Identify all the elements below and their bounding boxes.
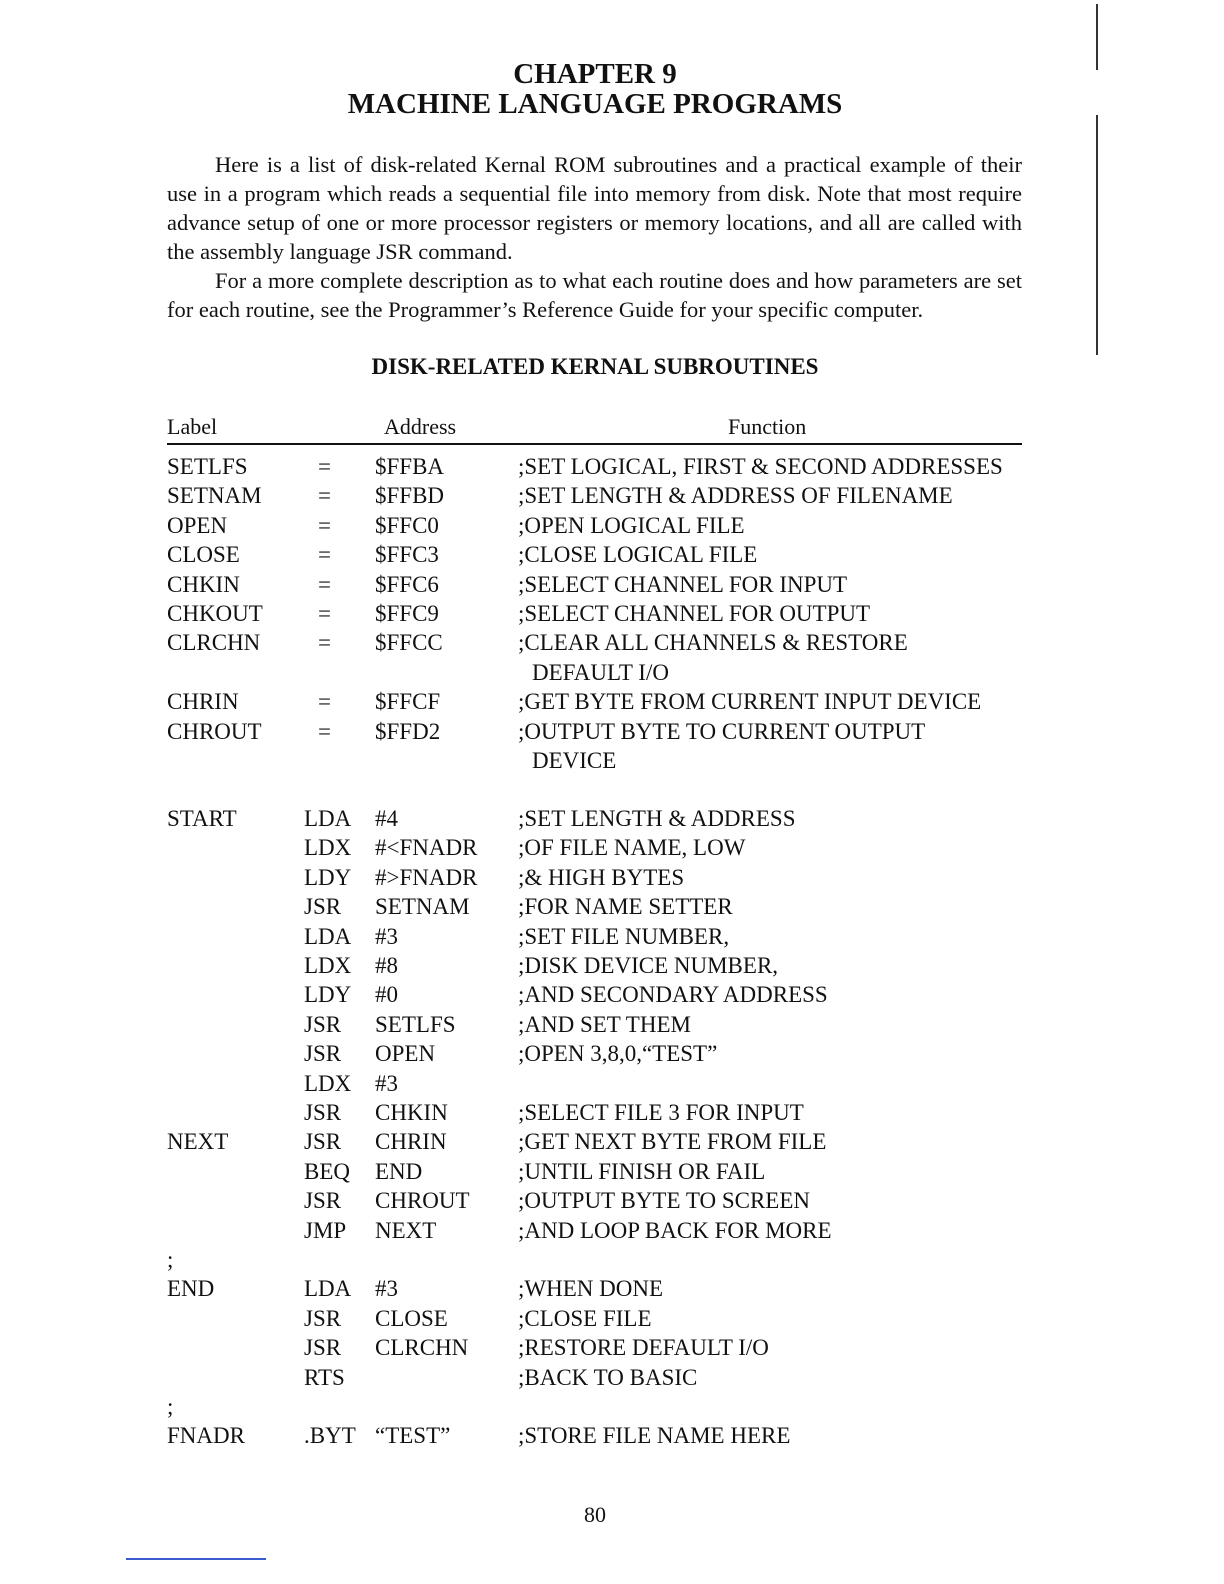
code-opcode: LDX (304, 1070, 352, 1096)
code-comment: ;& HIGH BYTES (518, 864, 685, 890)
code-line (0, 892, 1224, 922)
kernal-label: CHROUT (167, 718, 262, 744)
kernal-row (0, 481, 1224, 511)
code-opcode: JSR (304, 1335, 342, 1361)
kernal-function: ;CLEAR ALL CHANNELS & RESTORE (518, 630, 908, 656)
kernal-row (0, 452, 1224, 482)
code-comment: ;AND SECONDARY ADDRESS (518, 982, 828, 1008)
kernal-label: SETNAM (167, 483, 262, 509)
code-comment: ;GET NEXT BYTE FROM FILE (518, 1129, 827, 1155)
kernal-function: ;OPEN LOGICAL FILE (518, 512, 745, 538)
code-comment: ;FOR NAME SETTER (518, 894, 733, 920)
code-opcode: JSR (304, 894, 342, 920)
code-comment: ;RESTORE DEFAULT I/O (518, 1335, 769, 1361)
code-opcode: JSR (304, 1100, 342, 1125)
code-operand: END (375, 1158, 423, 1184)
kernal-equals: = (318, 630, 331, 656)
code-label: NEXT (167, 1129, 229, 1155)
code-line (0, 804, 1224, 834)
code-opcode: JMP (304, 1217, 347, 1243)
kernal-address: $FFC3 (375, 542, 439, 568)
code-line (0, 1363, 1224, 1393)
page-number: 80 (584, 1502, 606, 1527)
code-opcode: JSR (304, 1129, 342, 1155)
code-label: ; (167, 1394, 174, 1419)
kernal-equals: = (318, 483, 331, 509)
kernal-function-continued: DEVICE (532, 748, 617, 773)
code-opcode: JSR (304, 1041, 342, 1067)
code-line (0, 951, 1224, 981)
kernal-function: ;SET LOGICAL, FIRST & SECOND ADDRESSES (518, 454, 1003, 479)
kernal-row (0, 687, 1224, 717)
code-opcode: JSR (304, 1188, 342, 1214)
code-comment: ;OF FILE NAME, LOW (518, 835, 746, 861)
header-function: Function (728, 414, 807, 439)
code-line (0, 1039, 1224, 1069)
code-line (0, 1069, 1224, 1099)
kernal-equals: = (318, 542, 331, 568)
code-opcode: BEQ (304, 1158, 350, 1184)
code-operand: #3 (375, 1070, 398, 1096)
kernal-row (0, 628, 1224, 658)
code-comment: ;AND SET THEM (518, 1011, 691, 1037)
code-label: ; (167, 1247, 174, 1272)
code-operand: #0 (375, 982, 398, 1008)
code-line (0, 1274, 1224, 1304)
code-line (0, 1392, 1224, 1422)
code-line (0, 1333, 1224, 1363)
code-opcode: JSR (304, 1305, 342, 1331)
scan-margin-line (1096, 4, 1098, 70)
kernal-address: $FFCF (375, 689, 441, 715)
scan-margin-line (1096, 115, 1098, 355)
code-opcode: JSR (304, 1011, 342, 1037)
code-line (0, 1098, 1224, 1128)
code-comment: ;DISK DEVICE NUMBER, (518, 953, 779, 978)
code-line (0, 1186, 1224, 1216)
code-operand: #<FNADR (375, 835, 478, 861)
kernal-row (0, 599, 1224, 629)
header-rule (167, 443, 1022, 445)
code-operand: OPEN (375, 1041, 436, 1067)
code-operand: #3 (375, 923, 398, 949)
kernal-label: SETLFS (167, 454, 248, 479)
kernal-function-continued: DEFAULT I/O (532, 659, 669, 685)
code-comment: ;SET FILE NUMBER, (518, 923, 730, 949)
code-comment: ;CLOSE FILE (518, 1305, 652, 1331)
code-line (0, 1304, 1224, 1334)
kernal-label: CHKIN (167, 571, 240, 597)
kernal-equals: = (318, 718, 331, 744)
kernal-equals: = (318, 454, 331, 479)
code-comment: ;WHEN DONE (518, 1276, 663, 1302)
code-operand: #8 (375, 953, 398, 978)
intro-paragraph-2: For a more complete description as to what each routine does and how parameters are set for each routine, see the Programmer’s Reference Guide for your specific computer. (167, 268, 1022, 322)
code-line (0, 1216, 1224, 1246)
code-comment: ;UNTIL FINISH OR FAIL (518, 1158, 766, 1184)
code-operand: NEXT (375, 1217, 437, 1243)
code-line (0, 1010, 1224, 1040)
code-line (0, 1127, 1224, 1157)
code-line (0, 980, 1224, 1010)
code-comment: ;BACK TO BASIC (518, 1364, 698, 1390)
code-line (0, 922, 1224, 952)
kernal-address: $FFBA (375, 454, 445, 479)
kernal-row (0, 717, 1224, 747)
code-opcode: RTS (304, 1364, 345, 1390)
code-line (0, 1245, 1224, 1275)
code-comment: ;SET LENGTH & ADDRESS (518, 806, 796, 831)
kernal-row (0, 511, 1224, 541)
code-label: START (167, 806, 237, 831)
code-operand: “TEST” (375, 1423, 451, 1449)
kernal-label: CLRCHN (167, 630, 261, 656)
kernal-function: ;SET LENGTH & ADDRESS OF FILENAME (518, 483, 953, 509)
code-line (0, 863, 1224, 893)
kernal-equals: = (318, 571, 331, 597)
code-operand: SETNAM (375, 894, 470, 920)
chapter-title: MACHINE LANGUAGE PROGRAMS (347, 88, 843, 120)
code-opcode: LDA (304, 1276, 352, 1302)
kernal-address: $FFCC (375, 630, 443, 656)
code-opcode: LDA (304, 806, 352, 831)
code-comment: ;OUTPUT BYTE TO SCREEN (518, 1188, 811, 1214)
table-title: DISK-RELATED KERNAL SUBROUTINES (371, 354, 819, 379)
code-opcode: LDX (304, 835, 352, 861)
kernal-address: $FFC9 (375, 601, 439, 626)
chapter-number: CHAPTER 9 (513, 58, 677, 90)
kernal-label: CLOSE (167, 542, 240, 568)
code-operand: #4 (375, 806, 398, 831)
code-operand: SETLFS (375, 1011, 456, 1037)
scan-edge-line (126, 1558, 266, 1560)
header-address: Address (384, 414, 457, 439)
code-operand: #3 (375, 1276, 398, 1302)
code-label: FNADR (167, 1423, 245, 1449)
code-opcode: LDX (304, 953, 352, 978)
code-label: END (167, 1276, 215, 1302)
kernal-equals: = (318, 601, 331, 626)
kernal-function: ;CLOSE LOGICAL FILE (518, 542, 758, 568)
code-opcode: LDY (304, 982, 352, 1008)
code-opcode: .BYT (304, 1423, 356, 1449)
kernal-equals: = (318, 512, 331, 538)
code-operand: CHRIN (375, 1129, 447, 1155)
intro-paragraph-1: Here is a list of disk-related Kernal ROM subroutines and a practical example of their use in a program which reads a sequential file into memory from disk. Note that most require advance setup of one or more processor registers or memory locations, and all are called with the assembly language JSR command. (167, 152, 1022, 264)
code-operand: CHKIN (375, 1100, 448, 1125)
code-comment: ;OPEN 3,8,0,“TEST” (518, 1041, 718, 1067)
code-comment: ;AND LOOP BACK FOR MORE (518, 1217, 832, 1243)
code-line (0, 833, 1224, 863)
kernal-label: CHRIN (167, 689, 239, 715)
kernal-address: $FFC0 (375, 512, 439, 538)
code-line (0, 1421, 1224, 1451)
code-operand: CLOSE (375, 1305, 448, 1331)
kernal-row (0, 570, 1224, 600)
kernal-address: $FFD2 (375, 718, 441, 744)
code-comment: ;STORE FILE NAME HERE (518, 1423, 791, 1449)
kernal-function: ;SELECT CHANNEL FOR INPUT (518, 571, 848, 597)
kernal-address: $FFC6 (375, 571, 439, 597)
header-label: Label (167, 414, 218, 439)
code-opcode: LDA (304, 923, 352, 949)
code-operand: CLRCHN (375, 1335, 469, 1361)
kernal-function: ;SELECT CHANNEL FOR OUTPUT (518, 601, 871, 626)
kernal-row-continuation (0, 746, 1224, 776)
code-opcode: LDY (304, 864, 352, 890)
kernal-address: $FFBD (375, 483, 445, 509)
kernal-label: OPEN (167, 512, 228, 538)
kernal-row-continuation (0, 658, 1224, 688)
kernal-equals: = (318, 689, 331, 715)
kernal-row (0, 540, 1224, 570)
code-comment: ;SELECT FILE 3 FOR INPUT (518, 1100, 804, 1125)
kernal-function: ;GET BYTE FROM CURRENT INPUT DEVICE (518, 689, 982, 715)
code-operand: #>FNADR (375, 864, 478, 890)
code-operand: CHROUT (375, 1188, 470, 1214)
kernal-function: ;OUTPUT BYTE TO CURRENT OUTPUT (518, 718, 926, 744)
code-line (0, 1157, 1224, 1187)
kernal-label: CHKOUT (167, 601, 263, 626)
